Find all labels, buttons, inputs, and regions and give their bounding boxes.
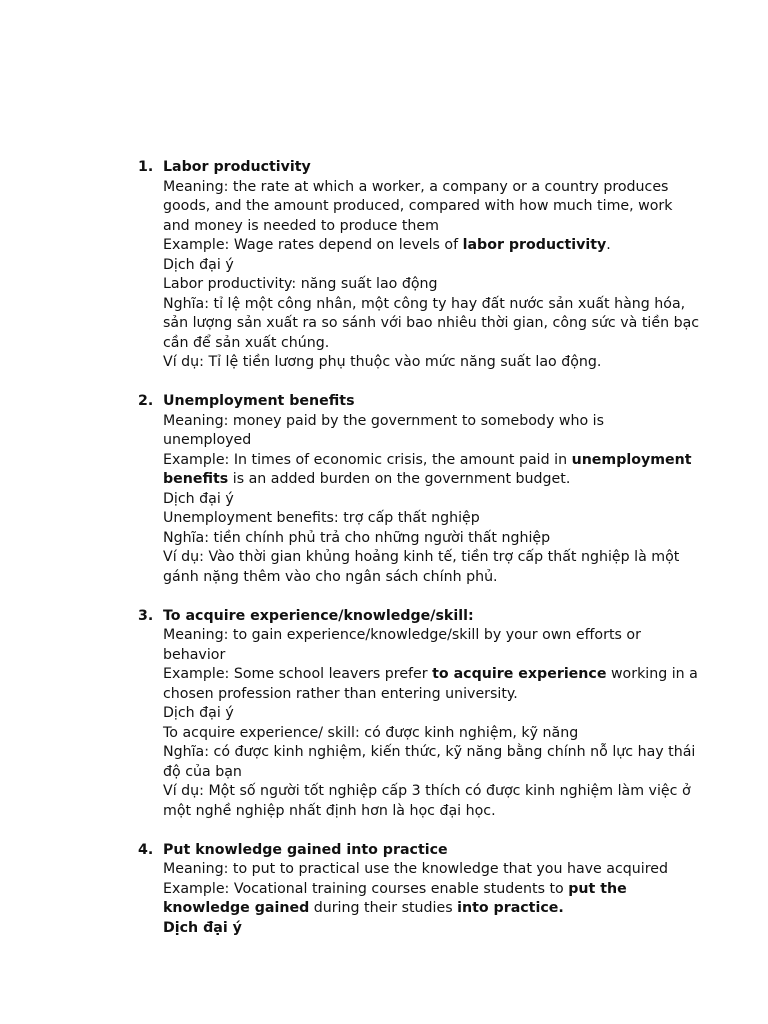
text-segment: Dịch đại ý [163, 256, 234, 273]
text-line [163, 217, 683, 237]
term-heading [163, 392, 683, 412]
text-line [163, 295, 686, 315]
text-segment: Labor productivity: năng suất lao động [163, 276, 438, 292]
text-segment: and money is needed to produce them [163, 217, 439, 234]
text-line [163, 646, 683, 666]
text-segment: working in a [606, 666, 698, 682]
list-item [0, 841, 768, 939]
text-line [163, 685, 683, 705]
term-heading [163, 841, 683, 861]
text-line [163, 256, 683, 276]
bold-text: To acquire experience/knowledge/skill: [163, 607, 474, 624]
text-segment: unemployed [163, 432, 252, 448]
bold-text: to acquire experience [432, 666, 607, 682]
text-segment: . [606, 237, 611, 253]
list-item-content [163, 158, 700, 373]
text-line [163, 197, 683, 217]
text-line [163, 724, 683, 744]
text-line [163, 626, 683, 646]
text-line [163, 529, 683, 549]
text-line [163, 314, 700, 334]
text-segment: Ví dụ: Vào thời gian khủng hoảng kinh tế, tiền trợ cấp thất nghiệp là một [163, 549, 680, 565]
bold-text: benefits [163, 471, 229, 487]
text-line [163, 860, 683, 880]
bold-text: Dịch đại ý [163, 919, 242, 936]
text-segment: Dịch đại ý [163, 490, 234, 507]
text-line [163, 412, 683, 432]
list-item-number: 2. [138, 393, 154, 409]
text-line [163, 451, 692, 471]
text-line [163, 782, 691, 802]
text-segment: một nghề nghiệp nhất định hơn là học đại học. [163, 802, 496, 819]
text-segment: Example: In times of economic crisis, the amount paid in [163, 451, 572, 468]
bold-text: knowledge gained [163, 900, 310, 916]
text-line [163, 743, 696, 763]
text-line [163, 334, 683, 354]
text-line [163, 763, 683, 783]
text-line [163, 665, 698, 685]
text-segment: Meaning: money paid by the government to somebody who is [163, 412, 604, 429]
bold-text: labor productivity [462, 237, 607, 253]
text-segment: Ví dụ: Một số người tốt nghiệp cấp 3 thích có được kinh nghiệm làm việc ở [163, 783, 691, 799]
text-segment: Example: Some school leavers prefer [163, 666, 433, 682]
text-segment: Nghĩa: tiền chính phủ trả cho những người thất nghiệp [163, 529, 551, 546]
bold-text: Put knowledge gained into practice [163, 841, 448, 858]
text-segment: Meaning: to put to practical use the knowledge that you have acquired [163, 861, 668, 877]
text-segment: sản lượng sản xuất ra so sánh với bao nhiêu thời gian, công sức và tiền bạc [163, 315, 700, 331]
vocabulary-list [0, 158, 768, 958]
list-item-number: 4. [138, 841, 154, 858]
text-segment: Meaning: to gain experience/knowledge/skill by your own efforts or [163, 627, 641, 643]
text-line [163, 353, 683, 373]
list-item-number: 1. [138, 159, 154, 175]
text-segment: cần để sản xuất chúng. [163, 334, 330, 351]
text-segment: gánh nặng thêm vào cho ngân sách chính phủ. [163, 568, 498, 585]
text-segment: Nghĩa: tỉ lệ một công nhân, một công ty hay đất nước sản xuất hàng hóa, [163, 295, 686, 312]
list-item-content [163, 392, 692, 587]
bold-text: Labor productivity [163, 159, 311, 175]
text-line [163, 704, 683, 724]
list-item-number: 3. [138, 607, 154, 624]
list-item [0, 392, 768, 587]
text-line [163, 236, 683, 256]
text-segment: during their studies [309, 900, 458, 916]
text-line [163, 178, 683, 198]
text-line [163, 568, 683, 588]
text-line [163, 548, 683, 568]
text-line [163, 470, 683, 490]
text-line [163, 275, 683, 295]
text-line [163, 802, 683, 822]
text-segment: Dịch đại ý [163, 705, 234, 721]
bold-text: into practice. [457, 900, 564, 916]
list-item [0, 607, 768, 822]
text-segment: Ví dụ: Tỉ lệ tiền lương phụ thuộc vào mức năng suất lao động. [163, 354, 602, 370]
bold-text: Unemployment benefits [163, 393, 355, 409]
text-line [163, 431, 683, 451]
text-segment: chosen profession rather than entering university. [163, 685, 518, 702]
text-segment: Unemployment benefits: trợ cấp thất nghiệp [163, 510, 480, 526]
text-segment: Meaning: the rate at which a worker, a company or a country produces [163, 178, 669, 195]
text-segment: Nghĩa: có được kinh nghiệm, kiến thức, kỹ năng bằng chính nỗ lực hay thái [163, 744, 696, 760]
text-line [163, 490, 683, 510]
text-segment: is an added burden on the government budget. [228, 471, 571, 487]
term-heading [163, 158, 683, 178]
text-line [163, 899, 683, 919]
term-heading [163, 607, 683, 627]
text-line [163, 919, 683, 939]
list-item [0, 158, 768, 373]
text-line [163, 880, 683, 900]
text-segment: Example: Vocational training courses enable students to [163, 880, 569, 897]
list-item-content [163, 841, 683, 939]
text-line [163, 509, 683, 529]
text-segment: To acquire experience/ skill: có được kinh nghiệm, kỹ năng [163, 724, 579, 741]
text-segment: Example: Wage rates depend on levels of [163, 237, 463, 253]
text-segment: behavior [163, 646, 226, 663]
list-item-content [163, 607, 698, 822]
text-segment: độ của bạn [163, 763, 242, 780]
bold-text: put the [568, 880, 627, 897]
bold-text: unemployment [571, 451, 692, 468]
text-segment: goods, and the amount produced, compared with how much time, work [163, 198, 673, 214]
